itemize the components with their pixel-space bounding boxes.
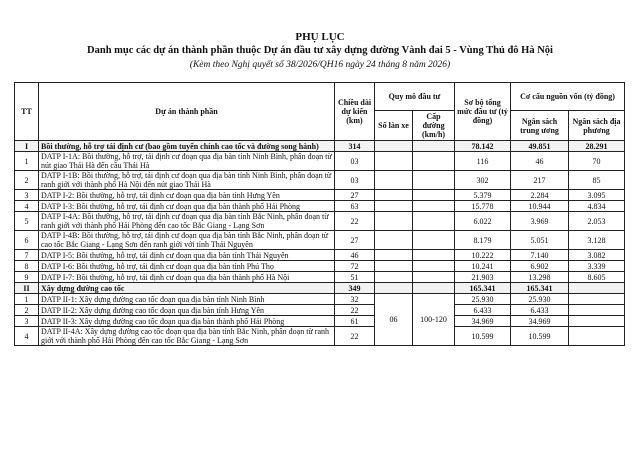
row-central: 2.284: [511, 190, 569, 201]
row-total: 5.379: [455, 190, 511, 201]
row-central: 3.969: [511, 212, 569, 231]
row-name: DATP I-2: Bồi thường, hỗ trợ, tái định cư đoạn qua địa bàn tỉnh Hưng Yên: [39, 190, 335, 201]
row-length: 27: [335, 190, 375, 201]
row-central: 217: [511, 171, 569, 190]
section-total: 165.341: [455, 283, 511, 294]
row-length: 72: [335, 261, 375, 272]
row-total: 6.022: [455, 212, 511, 231]
col-total: Sơ bộ tổng mức đầu tư (tỷ đồng): [455, 83, 511, 141]
section-length: 314: [335, 141, 375, 152]
row-total: 6.433: [455, 305, 511, 316]
row-tt: 2: [15, 305, 39, 316]
row-total: 21.903: [455, 272, 511, 283]
row-length: 46: [335, 250, 375, 261]
row-tt: 4: [15, 201, 39, 212]
table-row: [15, 201, 625, 212]
row-name: DATP I-7: Bồi thường, hỗ trợ, tái định cư đoạn qua địa bàn thành phố Hà Nội: [39, 272, 335, 283]
row-central: 6.433: [511, 305, 569, 316]
table-row: [15, 272, 625, 283]
section-length: 349: [335, 283, 375, 294]
row-total: 8.179: [455, 231, 511, 250]
row-local: 3.128: [569, 231, 625, 250]
row-local: 3.339: [569, 261, 625, 272]
row-length: 61: [335, 316, 375, 327]
project-table: [14, 82, 625, 346]
row-name: DATP II-1: Xây dựng đường cao tốc đoạn qua địa bàn tỉnh Ninh Bình: [39, 294, 335, 305]
row-central: 46: [511, 152, 569, 171]
row-total: 302: [455, 171, 511, 190]
section-tt: I: [15, 141, 39, 152]
row-name: DATP I-4A: Bồi thường, hỗ trợ, tái định cư đoạn qua địa bàn tỉnh Bắc Ninh, phân đoạn từ ranh giới với thành phố Hải Phòng đến cao tốc Bắc Giang - Lạng Sơn: [39, 212, 335, 231]
row-tt: 8: [15, 261, 39, 272]
section-local: 28.291: [569, 141, 625, 152]
row-local: [569, 327, 625, 346]
row-local: 3.082: [569, 250, 625, 261]
row-total: 10.241: [455, 261, 511, 272]
table-row: [15, 250, 625, 261]
project-table-frame: [14, 82, 624, 346]
table-row: [15, 190, 625, 201]
row-total: 10.599: [455, 327, 511, 346]
row-length: 32: [335, 294, 375, 305]
col-central: Ngân sách trung ương: [511, 111, 569, 141]
row-name: DATP I-5: Bồi thường, hỗ trợ, tái định cư đoạn qua địa bàn tỉnh Thái Nguyên: [39, 250, 335, 261]
row-central: 10.599: [511, 327, 569, 346]
row-central: 25.930: [511, 294, 569, 305]
row-length: 03: [335, 152, 375, 171]
row-name: DATP I-1A: Bồi thường, hỗ trợ, tái định cư đoạn qua địa bàn tỉnh Ninh Bình, phân đoạn từ nút giao Thái Hà đến cầu Thái Hà: [39, 152, 335, 171]
row-length: 03: [335, 171, 375, 190]
row-total: 25.930: [455, 294, 511, 305]
row-tt: 2: [15, 171, 39, 190]
table-row: [15, 327, 625, 346]
row-length: 22: [335, 212, 375, 231]
section-row: [15, 283, 625, 294]
col-tt: TT: [15, 83, 39, 141]
table-row: [15, 212, 625, 231]
row-central: 34.969: [511, 316, 569, 327]
table-row: [15, 152, 625, 171]
section-local: [569, 283, 625, 294]
row-tt: 9: [15, 272, 39, 283]
row-name: DATP I-6: Bồi thường, hỗ trợ, tái định cư đoạn qua địa bàn tỉnh Phú Thọ: [39, 261, 335, 272]
section-name: Xây dựng đường cao tốc: [39, 283, 335, 294]
row-local: 2.053: [569, 212, 625, 231]
row-name: DATP II-4A: Xây dựng đường cao tốc đoạn qua địa bàn tỉnh Bắc Ninh, phân đoạn từ ranh giới với thành phố Hải Phòng đến cao tốc Bắc Giang - Lạng Sơn: [39, 327, 335, 346]
row-local: [569, 316, 625, 327]
row-tt: 5: [15, 212, 39, 231]
row-total: 10.222: [455, 250, 511, 261]
row-central: 5.051: [511, 231, 569, 250]
row-local: 3.095: [569, 190, 625, 201]
row-length: 27: [335, 231, 375, 250]
scale-level: 100-120: [413, 294, 455, 346]
row-length: 63: [335, 201, 375, 212]
row-name: DATP II-2: Xây dựng đường cao tốc đoạn qua địa bàn tỉnh Hưng Yên: [39, 305, 335, 316]
col-level: Cấp đường (km/h): [413, 111, 455, 141]
row-total: 116: [455, 152, 511, 171]
row-central: 10.944: [511, 201, 569, 212]
col-local: Ngân sách địa phương: [569, 111, 625, 141]
row-local: 85: [569, 171, 625, 190]
section-total: 78.142: [455, 141, 511, 152]
row-central: 6.902: [511, 261, 569, 272]
document-note: (Kèm theo Nghị quyết số 38/2026/QH16 ngày 24 tháng 8 năm 2026): [189, 60, 451, 70]
row-tt: 6: [15, 231, 39, 250]
row-total: 15.778: [455, 201, 511, 212]
row-local: [569, 305, 625, 316]
row-name: DATP I-3: Bồi thường, hỗ trợ, tái định cư đoạn qua địa bàn thành phố Hải Phòng: [39, 201, 335, 212]
row-local: 4.834: [569, 201, 625, 212]
document-title: PHỤ LỤC: [295, 31, 345, 43]
row-name: DATP I-4B: Bồi thường, hỗ trợ, tái định cư đoạn qua địa bàn tỉnh Bắc Ninh, phân đoạn từ cao tốc Bắc Giang - Lạng Sơn đến ranh giới với tỉnh Thái Nguyên: [39, 231, 335, 250]
col-name: Dự án thành phần: [39, 83, 335, 141]
document-subtitle: Danh mục các dự án thành phần thuộc Dự án đầu tư xây dựng đường Vành đai 5 - Vùng Thủ đô Hà Nội: [87, 45, 553, 56]
row-tt: 7: [15, 250, 39, 261]
table-row: [15, 261, 625, 272]
col-capital: Cơ cấu nguồn vốn (tỷ đồng): [511, 83, 625, 111]
table-row: [15, 294, 625, 305]
row-local: 70: [569, 152, 625, 171]
row-local: [569, 294, 625, 305]
row-tt: 3: [15, 316, 39, 327]
row-central: 13.298: [511, 272, 569, 283]
row-tt: 1: [15, 294, 39, 305]
row-central: 7.140: [511, 250, 569, 261]
col-scale: Quy mô đầu tư: [375, 83, 455, 111]
row-tt: 4: [15, 327, 39, 346]
table-row: [15, 305, 625, 316]
scale-lanes: 06: [375, 294, 413, 346]
row-name: DATP I-1B: Bồi thường, hỗ trợ, tái định cư đoạn qua địa bàn tỉnh Ninh Bình, phân đoạn từ ranh giới với thành phố Hà Nội đến nút giao Thái Hà: [39, 171, 335, 190]
row-total: 34.969: [455, 316, 511, 327]
col-lanes: Số làn xe: [375, 111, 413, 141]
table-row: [15, 231, 625, 250]
section-row: [15, 141, 625, 152]
row-name: DATP II-3: Xây dựng đường cao tốc đoạn qua địa bàn thành phố Hải Phòng: [39, 316, 335, 327]
col-length: Chiều dài dự kiến (km): [335, 83, 375, 141]
table-row: [15, 171, 625, 190]
section-central: 49.851: [511, 141, 569, 152]
section-tt: II: [15, 283, 39, 294]
row-tt: 1: [15, 152, 39, 171]
row-length: 22: [335, 327, 375, 346]
section-central: 165.341: [511, 283, 569, 294]
row-local: 8.605: [569, 272, 625, 283]
section-name: Bồi thường, hỗ trợ tái định cư (bao gồm tuyến chính cao tốc và đường song hành): [39, 141, 335, 152]
row-tt: 3: [15, 190, 39, 201]
table-row: [15, 316, 625, 327]
row-length: 51: [335, 272, 375, 283]
row-length: 22: [335, 305, 375, 316]
